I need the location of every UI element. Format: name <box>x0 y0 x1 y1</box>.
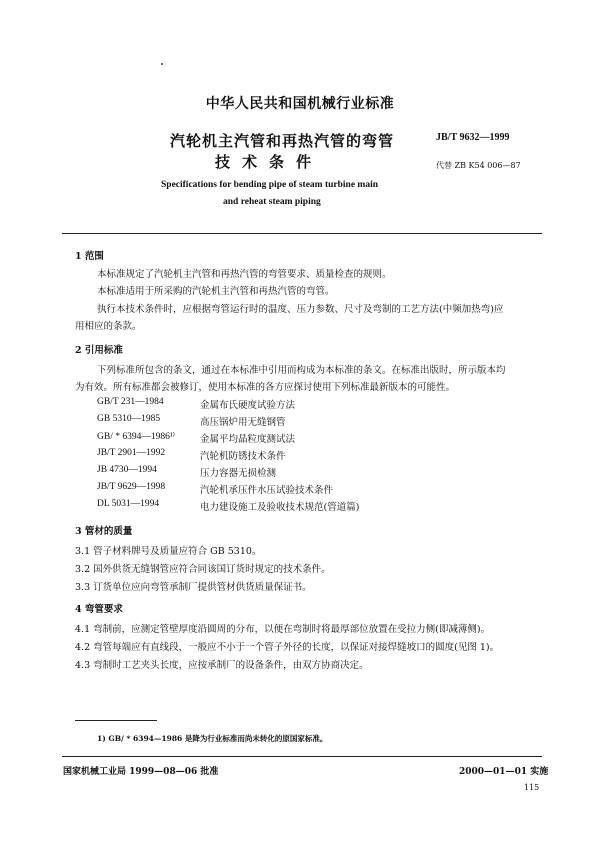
ref-code: JB/T 2901—1992 <box>97 448 166 458</box>
section-2-para-1a: 下列标准所包含的条文，通过在本标准中引用而构成为本标准的条文。在标准出版时，所示版本均 <box>97 365 506 376</box>
ref-title: 汽轮机防锈技术条件 <box>200 451 286 462</box>
ref-title: 汽轮机承压件水压试验技术条件 <box>200 485 334 496</box>
ref-title: 压力容器无损检测 <box>200 468 277 479</box>
footnote: 1) GB/ * 6394—1986 是降为行业标准而尚未转化的原国家标准。 <box>97 734 328 743</box>
section-4-heading: 4 弯管要求 <box>75 604 123 615</box>
page-number: 115 <box>524 783 540 792</box>
section-1-para-1: 本标准规定了汽轮机主汽管和再热汽管的弯管要求、质量检查的规则。 <box>97 269 392 280</box>
ref-title: 高压锅炉用无缝钢管 <box>200 417 286 428</box>
replaces-standard: 代替 ZB K54 006—87 <box>436 161 521 170</box>
ref-code: GB 5310—1985 <box>97 414 161 424</box>
english-title-line2: and reheat steam piping <box>223 197 321 207</box>
clause-3-3: 3.3 订货单位应向弯管承制厂提供管材供货质量保证书。 <box>75 582 312 593</box>
clause-4-1: 4.1 弯制前，应测定管壁厚度沿圆周的分布，以便在弯制时将最厚部位放置在受拉力侧(即减薄侧)。 <box>75 624 491 635</box>
header-divider <box>62 233 542 234</box>
doc-title-line2: 技术条件 <box>215 153 324 171</box>
section-2-para-1b: 为有效。所有标准都会被修订，使用本标准的各方应探讨使用下列标准最新版本的可能性。 <box>75 382 456 393</box>
section-1-heading: 1 范围 <box>75 251 104 262</box>
standard-category: 中华人民共和国机械行业标准 <box>205 96 395 112</box>
section-2-heading: 2 引用标准 <box>75 345 123 356</box>
clause-4-2: 4.2 弯管每端应有直线段，一般应不小于一个管子外径的长度，以保证对接焊缝坡口的圆度(见图 1)。 <box>75 642 500 653</box>
ref-code: JB 4730—1994 <box>97 465 157 475</box>
ref-code: JB/T 9629—1998 <box>97 482 166 492</box>
scan-speck <box>161 63 163 65</box>
footer-divider <box>62 756 542 757</box>
ref-code: GB/ * 6394—1986¹⁾ <box>97 432 176 442</box>
clause-4-3: 4.3 弯制时工艺夹头长度，应按承制厂的设备条件，由双方协商决定。 <box>75 660 369 671</box>
ref-title: 金属平均晶粒度测试法 <box>200 434 296 445</box>
approval-date: 国家机械工业局 1999—08—06 批准 <box>63 767 219 777</box>
ref-code: DL 5031—1994 <box>97 499 160 509</box>
clause-3-1: 3.1 管子材料牌号及质量应符合 GB 5310。 <box>75 546 262 557</box>
effective-date: 2000—01—01 实施 <box>459 767 549 777</box>
section-1-para-3a: 执行本技术条件时，应根据弯管运行时的温度、压力参数、尺寸及弯制的工艺方法(中频加热弯)应 <box>97 304 504 315</box>
ref-title: 金属布氏硬度试验方法 <box>200 400 296 411</box>
doc-title-line1: 汽轮机主汽管和再热汽管的弯管 <box>170 132 395 150</box>
ref-code: GB/T 231—1984 <box>97 397 164 407</box>
ref-title: 电力建设施工及验收技术规范(管道篇) <box>200 502 360 513</box>
section-1-para-3b: 用相应的条款。 <box>75 321 142 332</box>
standard-number: JB/T 9632—1999 <box>436 132 510 143</box>
footnote-divider <box>75 720 157 721</box>
clause-3-2: 3.2 国外供货无缝钢管应符合同该国订货时规定的技术条件。 <box>75 564 331 575</box>
english-title-line1: Specifications for bending pipe of steam turbine main <box>161 180 379 190</box>
section-3-heading: 3 管材的质量 <box>75 526 133 537</box>
section-1-para-2: 本标准适用于所采购的汽轮机主汽管和再热汽管的弯管。 <box>97 286 335 297</box>
